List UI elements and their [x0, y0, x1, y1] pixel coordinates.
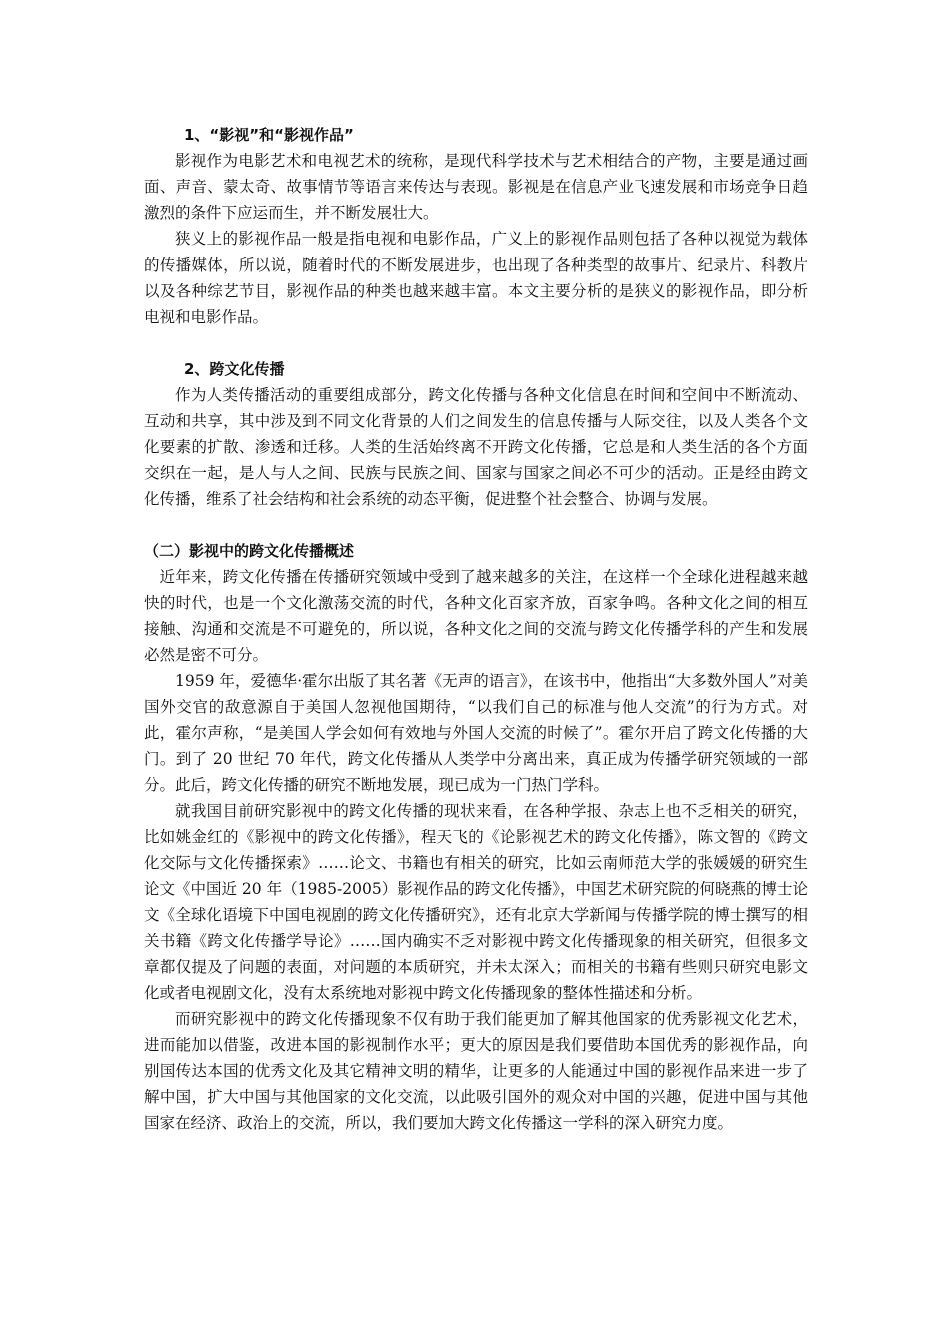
paragraph: 影视作为电影艺术和电视艺术的统称，是现代科学技术与艺术相结合的产物，主要是通过画面、声音、蒙太奇、故事情节等语言来传达与表现。影视是在信息产业飞速发展和市场竞争日趋激烈的条件下应运而生，并不断发展壮大。 — [144, 152, 808, 222]
section-heading-yingshi: 1、“影视”和“影视作品” — [184, 126, 354, 144]
paragraph: 而研究影视中的跨文化传播现象不仅有助于我们能更加了解其他国家的优秀影视文化艺术，进而能加以借鉴，改进本国的影视制作水平；更大的原因是我们要借助本国优秀的影视作品，向别国传达本国的优秀文化及其它精神文明的精华，让更多的人能通过中国的影视作品来进一步了解中国，扩大中国与其他国家的文化交流，以此吸引国外的观众对中国的兴趣，促进中国与其他国家在经济、政治上的交流，所以，我们要加大跨文化传播这一学科的深入研究力度。 — [144, 1010, 808, 1132]
document-body — [144, 122, 808, 1136]
section-heading-overview: （二）影视中的跨文化传播概述 — [144, 542, 355, 560]
paragraph: 狭义上的影视作品一般是指电视和电影作品，广义上的影视作品则包括了各种以视觉为载体的传播媒体，所以说，随着时代的不断发展进步，也出现了各种类型的故事片、纪录片、科教片以及各种综艺节目，影视作品的种类也越来越丰富。本文主要分析的是狭义的影视作品，即分析电视和电影作品。 — [144, 230, 808, 326]
spacer — [144, 330, 808, 356]
spacer — [144, 512, 808, 538]
section-heading-kuawenhua: 2、跨文化传播 — [184, 360, 285, 378]
paragraph: 1959 年，爱德华·霍尔出版了其名著《无声的语言》，在该书中，他指出“大多数外国人”对美国外交官的敌意源自于美国人忽视他国期待，“以我们自己的标准与他人交流”的行为方式。对此，霍尔声称，“是美国人学会如何有效地与外国人交流的时候了”。霍尔开启了跨文化传播的大门。到了 20 世纪 70 年代，跨文化传播从人类学中分离出来，真正成为传播学研究领域的一部分。此后，跨文化传播的研究不断地发展，现已成为一门热门学科。 — [144, 672, 808, 794]
paragraph: 作为人类传播活动的重要组成部分，跨文化传播与各种文化信息在时间和空间中不断流动、互动和共享，其中涉及到不同文化背景的人们之间发生的信息传播与人际交往，以及人类各个文化要素的扩散、渗透和迁移。人类的生活始终离不开跨文化传播，它总是和人类生活的各个方面交织在一起，是人与人之间、民族与民族之间、国家与国家之间必不可少的活动。正是经由跨文化传播，维系了社会结构和社会系统的动态平衡，促进整个社会整合、协调与发展。 — [144, 386, 808, 508]
paragraph: 近年来，跨文化传播在传播研究领域中受到了越来越多的关注，在这样一个全球化进程越来越快的时代，也是一个文化激荡交流的时代，各种文化百家齐放，百家争鸣。各种文化之间的相互接触、沟通和交流是不可避免的，所以说，各种文化之间的交流与跨文化传播学科的产生和发展必然是密不可分。 — [144, 568, 808, 664]
paragraph: 就我国目前研究影视中的跨文化传播的现状来看，在各种学报、杂志上也不乏相关的研究，比如姚金红的《影视中的跨文化传播》，程天飞的《论影视艺术的跨文化传播》，陈文智的《跨文化交际与文化传播探索》……论文、书籍也有相关的研究，比如云南师范大学的张媛媛的研究生论文《中国近 20 年（1985-2005）影视作品的跨文化传播》，中国艺术研究院的何晓燕的博士论文《全球化语境下中国电视剧的跨文化传播研究》，还有北京大学新闻与传播学院的博士撰写的相关书籍《跨文化传播学导论》……国内确实不乏对影视中跨文化传播现象的相关研究，但很多文章都仅提及了问题的表面，对问题的本质研究，并未太深入；而相关的书籍有些则只研究电影文化或者电视剧文化，没有太系统地对影视中跨文化传播现象的整体性描述和分析。 — [144, 802, 808, 1002]
